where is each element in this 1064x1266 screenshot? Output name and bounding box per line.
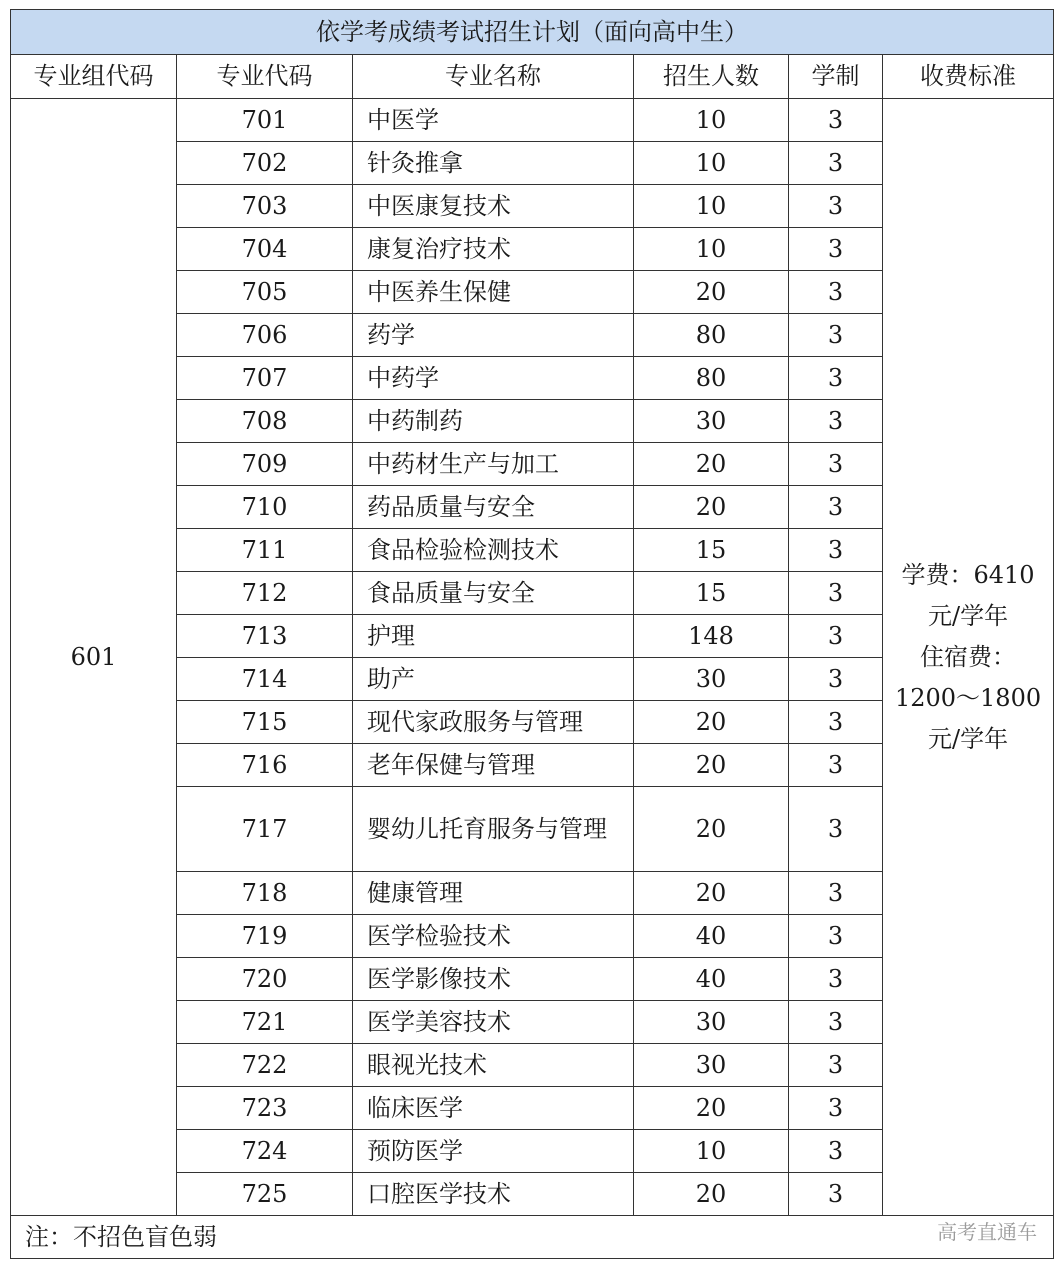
- major-code-cell: 714: [177, 658, 353, 701]
- major-name-cell: 康复治疗技术: [353, 228, 634, 271]
- note-text: 注：不招色盲色弱: [25, 1222, 217, 1251]
- major-name-cell: 中药制药: [353, 400, 634, 443]
- major-name-cell: 医学美容技术: [353, 1001, 634, 1044]
- enrollment-count-cell: 148: [634, 615, 789, 658]
- duration-cell: 3: [789, 872, 883, 915]
- major-code-cell: 709: [177, 443, 353, 486]
- duration-cell: 3: [789, 1001, 883, 1044]
- duration-cell: 3: [789, 1087, 883, 1130]
- duration-cell: 3: [789, 99, 883, 142]
- major-code-cell: 701: [177, 99, 353, 142]
- duration-cell: 3: [789, 615, 883, 658]
- enrollment-count-cell: 10: [634, 1130, 789, 1173]
- duration-cell: 3: [789, 271, 883, 314]
- col-header-major-name: 专业名称: [353, 55, 634, 99]
- major-name-cell: 护理: [353, 615, 634, 658]
- major-name-cell: 中药学: [353, 357, 634, 400]
- duration-cell: 3: [789, 529, 883, 572]
- major-code-cell: 724: [177, 1130, 353, 1173]
- duration-cell: 3: [789, 658, 883, 701]
- watermark-text: 高考直通车: [937, 1220, 1038, 1244]
- enrollment-table: [10, 9, 1054, 1259]
- major-name-cell: 口腔医学技术: [353, 1173, 634, 1216]
- enrollment-count-cell: 10: [634, 185, 789, 228]
- major-code-cell: 712: [177, 572, 353, 615]
- duration-cell: 3: [789, 958, 883, 1001]
- table-row: [11, 99, 1054, 142]
- fee-line: 住宿费：: [920, 642, 1017, 671]
- major-name-cell: 药品质量与安全: [353, 486, 634, 529]
- duration-cell: 3: [789, 443, 883, 486]
- enrollment-count-cell: 20: [634, 1173, 789, 1216]
- enrollment-count-cell: 15: [634, 572, 789, 615]
- col-header-fee: 收费标准: [883, 55, 1054, 99]
- major-code-cell: 705: [177, 271, 353, 314]
- major-name-cell: 中药材生产与加工: [353, 443, 634, 486]
- major-code-cell: 725: [177, 1173, 353, 1216]
- major-name-cell: 中医康复技术: [353, 185, 634, 228]
- major-code-cell: 708: [177, 400, 353, 443]
- duration-cell: 3: [789, 357, 883, 400]
- major-code-cell: 716: [177, 744, 353, 787]
- major-name-cell: 针灸推拿: [353, 142, 634, 185]
- major-code-cell: 707: [177, 357, 353, 400]
- major-name-cell: 助产: [353, 658, 634, 701]
- major-name-cell: 食品质量与安全: [353, 572, 634, 615]
- title-row: [11, 10, 1054, 55]
- enrollment-count-cell: 10: [634, 142, 789, 185]
- fee-standard-cell: [883, 99, 1054, 1216]
- major-code-cell: 710: [177, 486, 353, 529]
- col-header-duration: 学制: [789, 55, 883, 99]
- group-code-cell: 601: [11, 99, 177, 1216]
- fee-line: 1200～1800: [894, 683, 1042, 712]
- major-code-cell: 702: [177, 142, 353, 185]
- major-code-cell: 722: [177, 1044, 353, 1087]
- col-header-enrollment: 招生人数: [634, 55, 789, 99]
- duration-cell: 3: [789, 1173, 883, 1216]
- major-name-cell: 医学检验技术: [353, 915, 634, 958]
- major-name-cell: 健康管理: [353, 872, 634, 915]
- enrollment-count-cell: 80: [634, 314, 789, 357]
- enrollment-count-cell: 30: [634, 658, 789, 701]
- fee-line: 元/学年: [927, 724, 1009, 753]
- major-code-cell: 721: [177, 1001, 353, 1044]
- note-cell: [11, 1216, 1054, 1259]
- major-name-cell: 食品检验检测技术: [353, 529, 634, 572]
- duration-cell: 3: [789, 915, 883, 958]
- major-code-cell: 720: [177, 958, 353, 1001]
- major-name-cell: 药学: [353, 314, 634, 357]
- duration-cell: 3: [789, 400, 883, 443]
- enrollment-count-cell: 30: [634, 1044, 789, 1087]
- duration-cell: 3: [789, 744, 883, 787]
- duration-cell: 3: [789, 185, 883, 228]
- duration-cell: 3: [789, 1044, 883, 1087]
- duration-cell: 3: [789, 142, 883, 185]
- duration-cell: 3: [789, 314, 883, 357]
- table-title: 依学考成绩考试招生计划（面向高中生）: [11, 10, 1054, 55]
- enrollment-count-cell: 10: [634, 99, 789, 142]
- enrollment-count-cell: 30: [634, 1001, 789, 1044]
- fee-line: 元/学年: [927, 601, 1009, 630]
- major-code-cell: 703: [177, 185, 353, 228]
- major-code-cell: 713: [177, 615, 353, 658]
- duration-cell: 3: [789, 1130, 883, 1173]
- major-name-cell: 医学影像技术: [353, 958, 634, 1001]
- header-row: [11, 55, 1054, 99]
- major-name-cell: 临床医学: [353, 1087, 634, 1130]
- major-name-cell: 婴幼儿托育服务与管理: [353, 787, 634, 872]
- enrollment-count-cell: 20: [634, 271, 789, 314]
- enrollment-plan-sheet: [10, 9, 1053, 1259]
- major-name-cell: 中医学: [353, 99, 634, 142]
- major-code-cell: 711: [177, 529, 353, 572]
- enrollment-count-cell: 20: [634, 787, 789, 872]
- duration-cell: 3: [789, 701, 883, 744]
- duration-cell: 3: [789, 572, 883, 615]
- enrollment-count-cell: 20: [634, 872, 789, 915]
- major-name-cell: 现代家政服务与管理: [353, 701, 634, 744]
- enrollment-count-cell: 20: [634, 1087, 789, 1130]
- enrollment-count-cell: 20: [634, 744, 789, 787]
- enrollment-count-cell: 40: [634, 958, 789, 1001]
- major-code-cell: 723: [177, 1087, 353, 1130]
- note-row: [11, 1216, 1054, 1259]
- enrollment-count-cell: 20: [634, 486, 789, 529]
- major-code-cell: 706: [177, 314, 353, 357]
- col-header-major-code: 专业代码: [177, 55, 353, 99]
- major-code-cell: 715: [177, 701, 353, 744]
- major-code-cell: 718: [177, 872, 353, 915]
- major-name-cell: 预防医学: [353, 1130, 634, 1173]
- enrollment-count-cell: 40: [634, 915, 789, 958]
- enrollment-count-cell: 20: [634, 443, 789, 486]
- major-name-cell: 老年保健与管理: [353, 744, 634, 787]
- enrollment-count-cell: 20: [634, 701, 789, 744]
- major-code-cell: 719: [177, 915, 353, 958]
- enrollment-count-cell: 30: [634, 400, 789, 443]
- duration-cell: 3: [789, 486, 883, 529]
- col-header-group-code: 专业组代码: [11, 55, 177, 99]
- major-code-cell: 717: [177, 787, 353, 872]
- major-name-cell: 中医养生保健: [353, 271, 634, 314]
- enrollment-count-cell: 15: [634, 529, 789, 572]
- duration-cell: 3: [789, 228, 883, 271]
- enrollment-count-cell: 80: [634, 357, 789, 400]
- duration-cell: 3: [789, 787, 883, 872]
- fee-line: 学费：6410: [901, 560, 1035, 589]
- major-name-cell: 眼视光技术: [353, 1044, 634, 1087]
- enrollment-count-cell: 10: [634, 228, 789, 271]
- major-code-cell: 704: [177, 228, 353, 271]
